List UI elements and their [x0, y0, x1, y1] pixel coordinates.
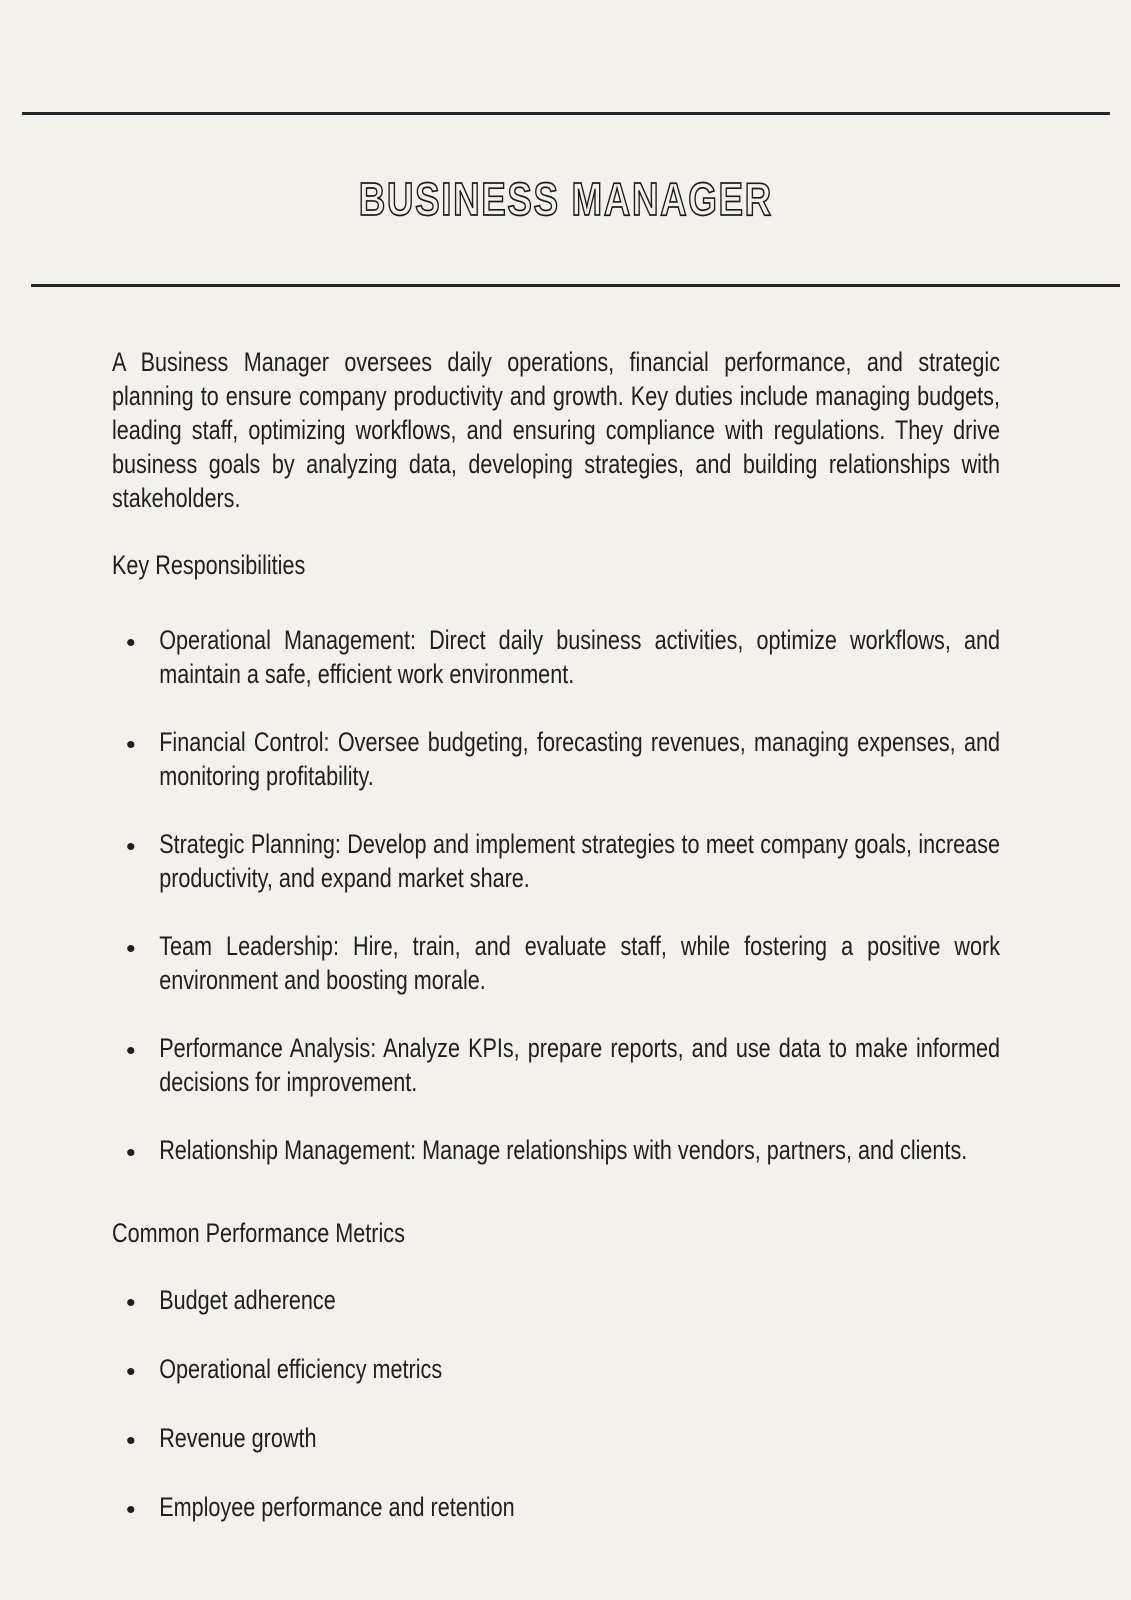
bullet-icon [127, 1506, 134, 1513]
list-item [112, 1490, 1000, 1524]
list-item-text: Financial Control: Oversee budgeting, forecasting revenues, managing expenses, and monitoring profitability. [159, 727, 1000, 791]
bullet-icon [127, 843, 134, 850]
top-divider [22, 112, 1110, 115]
list-item-text: Performance Analysis: Analyze KPIs, prepare reports, and use data to make informed decisions for improvement. [159, 1033, 1000, 1097]
list-item-text: Revenue growth [159, 1423, 317, 1453]
responsibilities-list [112, 623, 1000, 1167]
bullet-icon [127, 1149, 134, 1156]
section-heading-performance-metrics: Common Performance Metrics [112, 1218, 405, 1248]
page-title: BUSINESS MANAGER [358, 173, 773, 225]
list-item-text: Employee performance and retention [159, 1492, 515, 1522]
document-content [112, 345, 1000, 1524]
list-item-text: Operational efficiency metrics [159, 1354, 443, 1384]
list-item-text: Team Leadership: Hire, train, and evaluate staff, while fostering a positive work environment and boosting morale. [159, 931, 1000, 995]
section-heading-key-responsibilities: Key Responsibilities [112, 550, 306, 580]
list-item [112, 1421, 1000, 1455]
list-item [112, 929, 1000, 997]
bullet-icon [127, 1047, 134, 1054]
bullet-icon [127, 639, 134, 646]
list-item-text: Strategic Planning: Develop and implement strategies to meet company goals, increase productivity, and expand market share. [159, 829, 1000, 893]
list-item-text: Relationship Management: Manage relationships with vendors, partners, and clients. [159, 1135, 968, 1165]
intro-paragraph: A Business Manager oversees daily operations, financial performance, and strategic planning to ensure company productivity and growth. Key duties include managing budgets, leading staff, optimizing workflows, and ensuring compliance with regulations. They drive business goals by analyzing data, developing strategies, and building relationships with stakeholders. [112, 347, 1000, 513]
bullet-icon [127, 1437, 134, 1444]
list-item [112, 1283, 1000, 1317]
list-item [112, 1133, 1000, 1167]
list-item [112, 623, 1000, 691]
bullet-icon [127, 741, 134, 748]
list-item [112, 1031, 1000, 1099]
bullet-icon [127, 1299, 134, 1306]
list-item-text: Operational Management: Direct daily business activities, optimize workflows, and maintain a safe, efficient work environment. [159, 625, 1000, 689]
title-bottom-divider [31, 284, 1120, 287]
list-item-text: Budget adherence [159, 1285, 336, 1315]
list-item [112, 1352, 1000, 1386]
bullet-icon [127, 1368, 134, 1375]
bullet-icon [127, 945, 134, 952]
list-item [112, 725, 1000, 793]
list-item [112, 827, 1000, 895]
metrics-list [112, 1283, 1000, 1524]
title-area [0, 173, 1131, 225]
